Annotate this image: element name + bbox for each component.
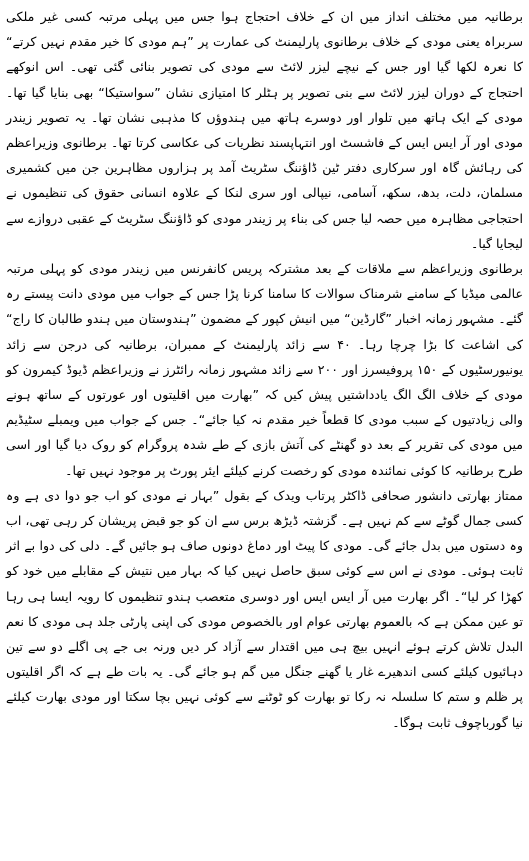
- article-paragraph-3: ممتاز بھارتی دانشور صحافی ڈاکٹر پرتاب ویدک کے بقول ”بہار نے مودی کو اب جو دوا دی ہے وہ کسی جمال گوٹے سے کم نہیں ہے۔ گزشتہ ڈیڑھ برس سے ان کو جو قبض پریشان کر رہی تھی، اب وہ دستوں میں بدل جائے گی۔ مودی کا پیٹ اور دماغ دونوں صاف ہو جائیں گے۔ دلی کی دوا بے اثر ثابت ہوئی۔ مودی نے اس سے کوئی سبق حاصل نہیں کیا کہ بہار میں نتیش کے مقابلے میں خود کو کھڑا کر لیا“۔ اگر بھارت میں آر ایس ایس اور دوسری متعصب ہندو تنظیموں کا رویہ ایسا ہی رہا تو عین ممکن ہے کہ بالعموم بھارتی عوام اور بالخصوص مودی کی اپنی پارٹی جلد ہی مودی کا نعم البدل تلاش کرتے ہوئے انہیں بیچ ہی میں اقتدار سے آزاد کر دیں ورنہ بی جے پی اگلے دو سے تین دہائیوں کیلئے کسی اندھیرے غار یا گھنے جنگل میں گم ہو جائے گی۔ یہ بات طے ہے کہ اگر اقلیتوں پر ظلم و ستم کا سلسلہ نہ رکا تو بھارت کو ٹوٹنے سے کوئی نہیں بچا سکتا اور مودی بھارت کیلئے نیا گورباچوف ثابت ہوگا۔: [6, 487, 523, 730]
- article-paragraph-2: برطانوی وزیراعظم سے ملاقات کے بعد مشترکہ پریس کانفرنس میں زیندر مودی کو پہلی مرتبہ عالمی میڈیا کے سامنے شرمناک سوالات کا سامنا کرنا پڑا جس کے جواب میں مودی دانت پیستے رہ گئے۔ مشہور زمانہ اخبار ”گارڈین“ میں انیش کپور کے مضمون ”ہندوستان میں ہندو طالبان کا راج“ کی اشاعت کا بڑا چرچا رہا۔ ۴۰ سے زائد پارلیمنٹ کے ممبران، برطانیہ کی درجن سے زائد یونیورسٹیوں کے ۱۵۰ پروفیسرز اور ۲۰۰ سے زائد مشہور زمانہ رائٹرز نے وزیراعظم ڈیوڈ کیمرون کو مودی کے خلاف الگ الگ یادداشتیں پیش کیں کہ ”بھارت میں اقلیتوں اور عورتوں کے ساتھ ہونے والی زیادتیوں کے سبب مودی کا قطعاً خیر مقدم نہ کیا جائے“۔ جس کے جواب میں ویمبلے سٹیڈیم میں مودی کی تقریر کے بعد دو گھنٹے کی آتش بازی کے طے شدہ پروگرام کو روک دیا گیا اور اسی طرح برطانیہ کا کوئی نمائندہ مودی کو رخصت کرنے کیلئے ایئر پورٹ پر موجود نہیں تھا۔: [6, 261, 523, 478]
- article-paragraph-1: برطانیہ میں مختلف انداز میں ان کے خلاف احتجاج ہوا جس میں پہلی مرتبہ کسی غیر ملکی سربراہ یعنی مودی کے خلاف برطانوی پارلیمنٹ کی عمارت پر ”ہم مودی کا خیر مقدم نہیں کرتے“ کا نعرہ لکھا گیا اور جس کے نیچے لیزر لائٹ سے مودی کی تصویر بنائی گئی تھی۔ اس انوکھے احتجاج کے دوران لیزر لائٹ سے بنی تصویر پر ہٹلر کا امتیازی نشان ”سواستیکا“ بھی بنایا گیا تھا۔ مودی کے ایک ہاتھ میں تلوار اور دوسرے ہاتھ میں ہندوؤں کا مذہبی نشان تھا۔ یہ تصویر زیندر مودی اور آر ایس ایس کے فاشسٹ اور انتہاپسند نظریات کی عکاسی کرتا تھا۔ برطانوی وزیراعظم کی رہائش گاہ اور سرکاری دفتر ٹین ڈاؤننگ سٹریٹ آمد پر ہزاروں مظاہرین جن میں کشمیری مسلمان، دلت، بدھ، سکھ، آسامی، نیپالی اور سری لنکا کے علاوہ انسانی حقوق کی تنظیموں نے احتجاجی مظاہرہ میں حصہ لیا جس کی بناء پر زیندر مودی کو ڈاؤننگ سٹریٹ کے عقبی دروازے سے لیجایا گیا۔: [6, 9, 523, 251]
